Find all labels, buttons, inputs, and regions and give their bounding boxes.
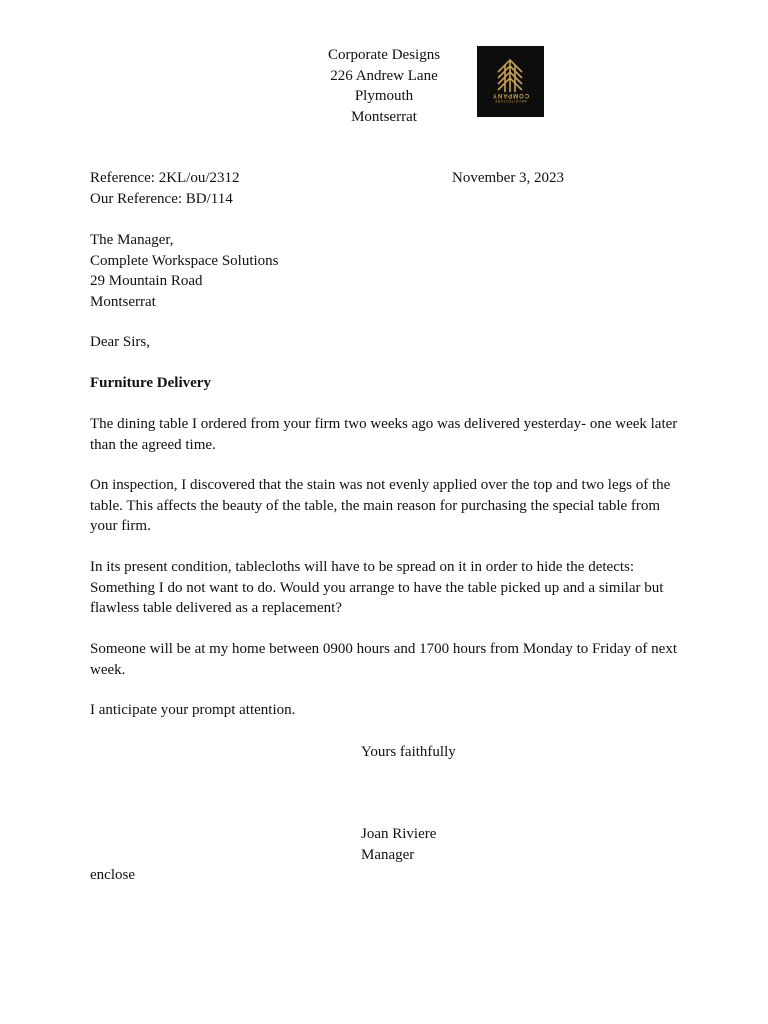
recipient-line-4: Montserrat xyxy=(90,293,156,310)
company-logo xyxy=(477,46,544,117)
sender-street: 226 Andrew Lane xyxy=(330,67,438,84)
enclosure-note: enclose xyxy=(90,867,135,883)
signer-name: Joan Riviere xyxy=(361,826,437,842)
chevron-stack-icon xyxy=(477,46,544,117)
salutation: Dear Sirs, xyxy=(90,334,150,350)
sender-country: Montserrat xyxy=(351,108,417,125)
complimentary-close: Yours faithfully xyxy=(361,744,456,760)
svg-text:COMPANY: COMPANY xyxy=(491,92,530,98)
sender-company: Corporate Designs xyxy=(327,47,441,63)
reference-line: Reference: 2KL/ou/2312 xyxy=(90,170,240,186)
signer-title: Manager xyxy=(361,846,415,863)
subject-heading: Furniture Delivery xyxy=(90,375,211,391)
recipient-line-3: 29 Mountain Road xyxy=(90,273,203,289)
recipient-address xyxy=(90,230,279,312)
body-paragraph-4: Someone will be at my home between 0900 hours and 1700 hours from Monday to Friday of next week. xyxy=(90,641,677,678)
sender-city: Plymouth xyxy=(354,88,414,104)
letter-date: November 3, 2023 xyxy=(452,170,565,186)
body-paragraph-2: On inspection, I discovered that the stain was not evenly applied over the top and two legs of the table. This affects the beauty of the table, the main reason for purchasing the special table from your firm. xyxy=(90,477,671,534)
body-paragraph-3: In its present condition, tablecloths will have to be spread on it in order to hide the detects: Something I do not want to do. Would you arrange to have the table picked up and a similar but flawless table delivered as a replacement? xyxy=(90,559,664,616)
signature-block xyxy=(361,824,436,865)
body-paragraph-5: I anticipate your prompt attention. xyxy=(90,702,296,718)
svg-text:ARCHITECTURE: ARCHITECTURE xyxy=(494,99,527,103)
reference-block xyxy=(90,168,240,209)
body-paragraph-1: The dining table I ordered from your firm two weeks ago was delivered yesterday- one week later than the agreed time. xyxy=(90,416,678,453)
our-reference-line: Our Reference: BD/114 xyxy=(90,190,233,207)
recipient-line-2: Complete Workspace Solutions xyxy=(90,252,279,269)
sender-address xyxy=(300,45,468,127)
recipient-line-1: The Manager, xyxy=(90,232,174,248)
